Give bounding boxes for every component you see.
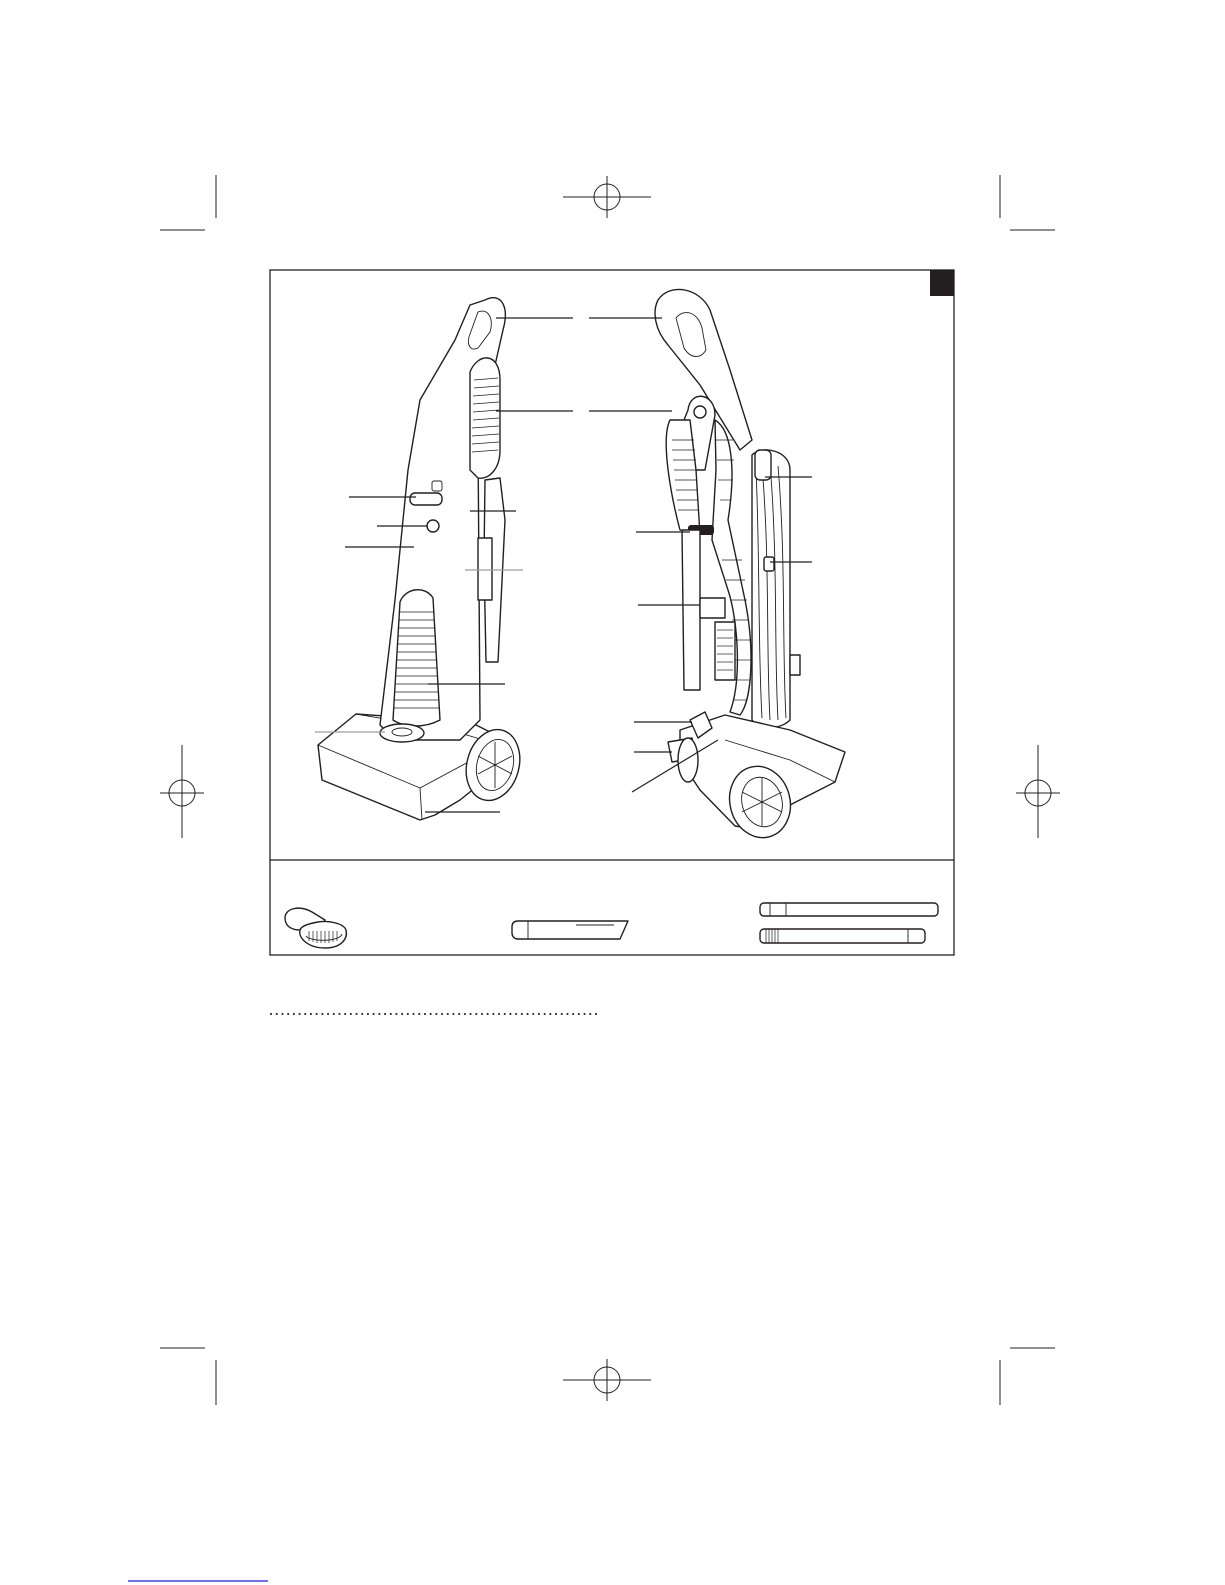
corner-tab [930, 270, 954, 296]
crop-mark-icon [160, 1348, 216, 1405]
upright-vacuum-front-view [315, 298, 573, 820]
crevice-tool [512, 921, 628, 939]
registration-marks [160, 176, 1060, 1401]
accessories-row [285, 903, 938, 948]
crosshair-icon [563, 1359, 651, 1401]
extension-tube [760, 929, 925, 943]
figure-frame [270, 270, 954, 955]
crop-marks [160, 175, 1055, 1405]
crop-mark-icon [160, 175, 216, 230]
crosshair-icon [563, 176, 651, 218]
crop-mark-icon [1000, 175, 1055, 230]
upholstery-brush [285, 908, 346, 948]
crosshair-icon [160, 745, 204, 838]
crosshair-icon [1016, 745, 1060, 838]
extension-tube [760, 903, 938, 916]
upright-vacuum-rear-view [589, 289, 845, 844]
crop-mark-icon [1000, 1348, 1055, 1405]
